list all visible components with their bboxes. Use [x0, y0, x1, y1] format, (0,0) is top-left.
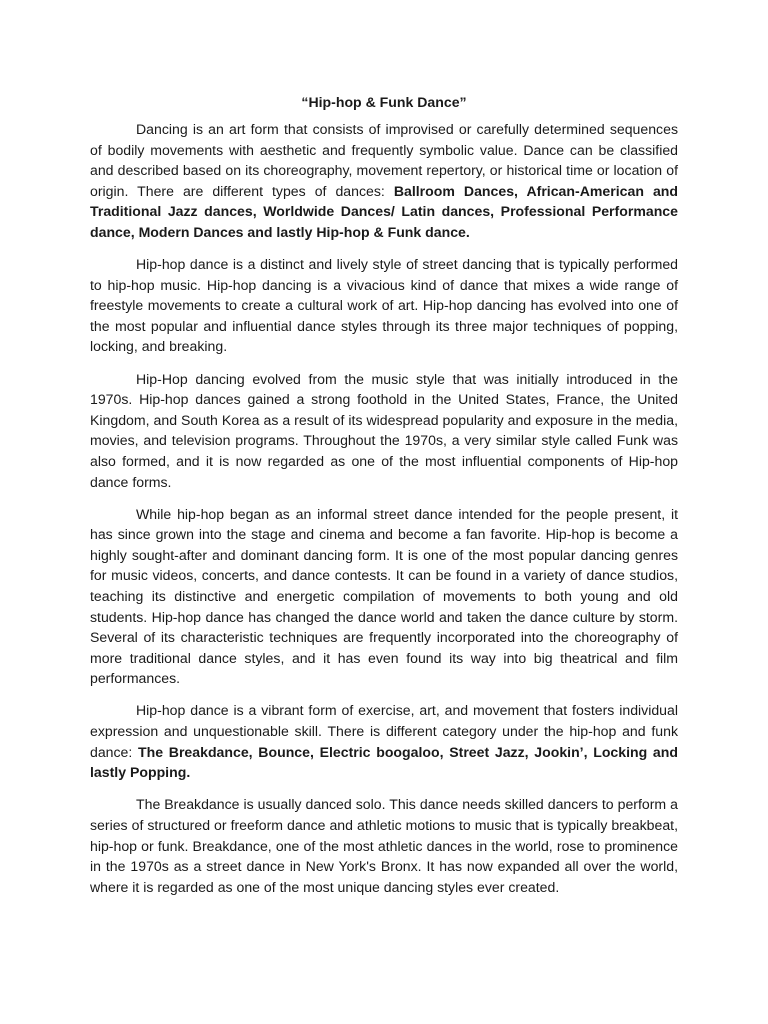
paragraph-breakdance [90, 794, 678, 897]
document-title: “Hip-hop & Funk Dance” [301, 94, 467, 110]
paragraph-hiphop-growth [90, 504, 678, 689]
paragraph-text: Hip-hop dance is a vibrant form of exercise, art, and movement that fosters individual expression and unquestionable skill. There is different category under the hip-hop and funk dance: [90, 702, 678, 760]
paragraph-intro [90, 119, 678, 243]
paragraph-bold-text: Ballroom Dances, African-American and Traditional Jazz dances, Worldwide Dances/ Latin dances, Professional Performance dance, Modern Dances and lastly Hip-hop & Funk dance. [90, 182, 678, 240]
paragraph-hiphop-origin [90, 369, 678, 493]
paragraph-text: Hip-hop dance is a distinct and lively style of street dancing that is typically performed to hip-hop music. Hip-hop dancing is a vivacious kind of dance that mixes a wide range of freestyle movements to create a cultural work of art. Hip-hop dancing has evolved into one of the most popular and influential dance styles through its three major techniques of popping, locking, and breaking. [90, 256, 678, 355]
paragraph-text: The Breakdance is usually danced solo. This dance needs skilled dancers to perform a series of structured or freeform dance and athletic motions to music that is typically breakbeat, hip-hop or funk. Breakdance, one of the most athletic dances in the world, rose to prominence in the 1970s as a street dance in New York's Bronx. It has now expanded all over the world, where it is regarded as one of the most unique dancing styles ever created. [90, 796, 678, 895]
paragraph-text: While hip-hop began as an informal street dance intended for the people present, it has since grown into the stage and cinema and become a fan favorite. Hip-hop is become a highly sought-after and dominant dancing form. It is one of the most popular dancing genres for music videos, concerts, and dance contests. It can be found in a variety of dance studios, teaching its distinctive and energetic compilation of movements to both young and old students. Hip-hop dance has changed the dance world and taken the dance culture by storm. Several of its characteristic techniques are frequently incorporated into the choreography of more traditional dance styles, and it has even found its way into big theatrical and film performances. [90, 505, 678, 687]
paragraph-text: Hip-Hop dancing evolved from the music style that was initially introduced in the 1970s. Hip-hop dances gained a strong foothold in the United States, France, the United Kingdom, and South Korea as a result of its widespread popularity and exposure in the media, movies, and television programs. Throughout the 1970s, a very similar style called Funk was also formed, and it is now regarded as one of the most influential components of Hip-hop dance forms. [90, 370, 678, 490]
paragraph-bold-text: The Breakdance, Bounce, Electric boogaloo, Street Jazz, Jookin’, Locking and lastly Popping. [90, 743, 678, 781]
paragraph-hiphop-definition [90, 254, 678, 357]
document-page [90, 92, 678, 909]
paragraph-categories [90, 700, 678, 782]
paragraph-text: Dancing is an art form that consists of improvised or carefully determined sequences of bodily movements with aesthetic and frequently symbolic value. Dance can be classified and described based on its choreography, movement repertory, or historical time or location of origin. There are different types of dances: [90, 121, 678, 199]
